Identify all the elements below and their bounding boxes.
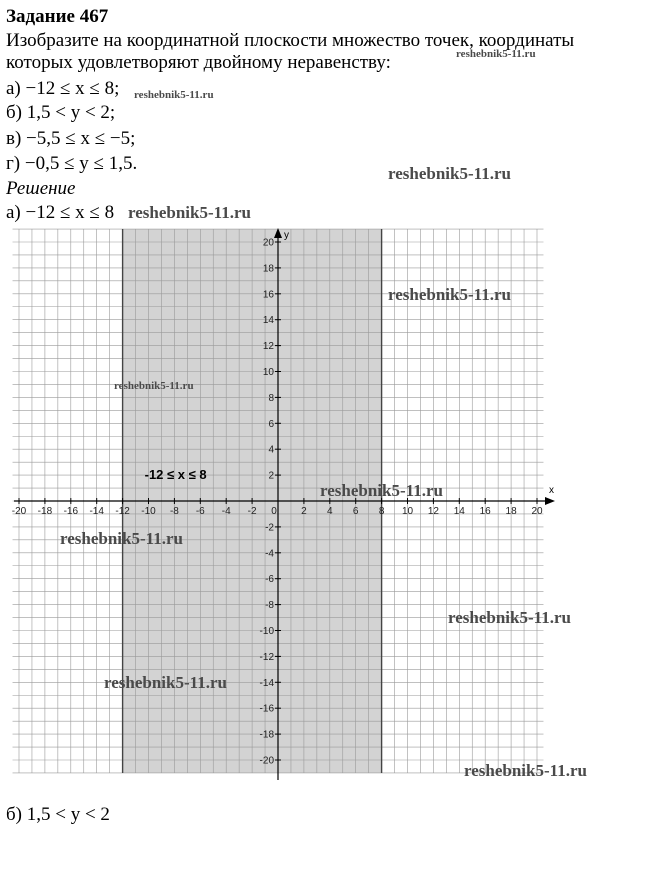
task-statement-line2: которых удовлетворяют двойному неравенству: xyxy=(6,52,391,73)
watermark: reshebnik5-11.ru xyxy=(388,285,511,304)
watermark: reshebnik5-11.ru xyxy=(134,89,214,101)
task-item-d: г) −0,5 ≤ y ≤ 1,5. xyxy=(6,153,138,174)
x-tick-label: 10 xyxy=(401,506,414,517)
x-tick-label: 0 xyxy=(271,506,277,517)
watermark: reshebnik5-11.ru xyxy=(456,48,536,60)
x-tick-label: 6 xyxy=(352,506,359,517)
watermark: reshebnik5-11.ru xyxy=(128,203,251,222)
y-tick-label: 18 xyxy=(262,263,274,275)
x-tick-label: -14 xyxy=(89,506,104,517)
task-statement-line1: Изобразите на координатной плоскости множество точек, координаты xyxy=(6,30,575,51)
watermark: reshebnik5-11.ru xyxy=(104,673,227,692)
watermark: reshebnik5-11.ru xyxy=(114,380,194,392)
y-tick-label: -2 xyxy=(265,522,274,534)
x-tick-label: -2 xyxy=(247,506,257,517)
x-tick-label: 14 xyxy=(453,506,465,517)
y-axis-label: y xyxy=(284,230,289,241)
y-tick-label: 6 xyxy=(268,418,274,430)
x-tick-label: 18 xyxy=(505,506,517,517)
x-tick-label: -8 xyxy=(169,506,179,517)
y-tick-label: -18 xyxy=(259,729,274,741)
part-a-heading: а) −12 ≤ x ≤ 8 xyxy=(6,202,115,223)
x-tick-label: -20 xyxy=(11,506,27,517)
x-tick-label: -16 xyxy=(63,506,79,517)
y-tick-label: 8 xyxy=(268,392,274,404)
y-tick-label: 20 xyxy=(262,237,274,249)
x-tick-label: 4 xyxy=(327,506,333,517)
y-tick-label: -10 xyxy=(259,626,274,637)
watermark: reshebnik5-11.ru xyxy=(60,529,183,548)
y-tick-label: -14 xyxy=(259,677,274,689)
y-tick-label: -6 xyxy=(265,574,274,586)
x-tick-label: -12 xyxy=(115,506,130,517)
x-tick-label: 12 xyxy=(427,506,439,517)
watermark: reshebnik5-11.ru xyxy=(464,761,587,780)
task-item-a: а) −12 ≤ x ≤ 8; xyxy=(6,78,120,99)
x-axis-label: x xyxy=(549,485,554,496)
coordinate-plane-chart xyxy=(10,228,558,780)
x-tick-label: 8 xyxy=(378,506,385,517)
task-item-b: б) 1,5 < y < 2; xyxy=(6,102,116,123)
y-tick-label: -16 xyxy=(259,703,274,715)
task-title: Задание 467 xyxy=(6,6,109,27)
solution-heading: Решение xyxy=(6,178,76,199)
x-tick-label: -10 xyxy=(141,506,156,517)
y-tick-label: -20 xyxy=(259,755,274,767)
y-tick-label: -8 xyxy=(265,600,274,612)
watermark: reshebnik5-11.ru xyxy=(320,481,443,500)
y-tick-label: 16 xyxy=(262,289,274,301)
y-tick-label: 14 xyxy=(262,315,274,327)
x-tick-label: 20 xyxy=(531,506,543,517)
y-tick-label: 2 xyxy=(268,470,274,482)
y-tick-label: -4 xyxy=(265,548,274,560)
task-item-c: в) −5,5 ≤ x ≤ −5; xyxy=(6,128,136,149)
part-b-heading: б) 1,5 < y < 2 xyxy=(6,804,110,825)
x-tick-label: -18 xyxy=(37,506,53,517)
x-axis-arrow xyxy=(545,497,555,505)
watermark: reshebnik5-11.ru xyxy=(388,164,511,183)
region-label: -12 ≤ x ≤ 8 xyxy=(144,466,207,482)
watermark: reshebnik5-11.ru xyxy=(448,608,571,627)
x-tick-label: -6 xyxy=(195,506,205,517)
x-tick-label: 16 xyxy=(479,506,491,517)
y-tick-label: 12 xyxy=(262,341,274,353)
x-tick-label: 2 xyxy=(301,506,307,517)
x-tick-label: -4 xyxy=(221,506,231,517)
y-tick-label: 10 xyxy=(262,367,274,378)
y-tick-label: -12 xyxy=(259,651,274,663)
y-tick-label: 4 xyxy=(268,444,274,456)
